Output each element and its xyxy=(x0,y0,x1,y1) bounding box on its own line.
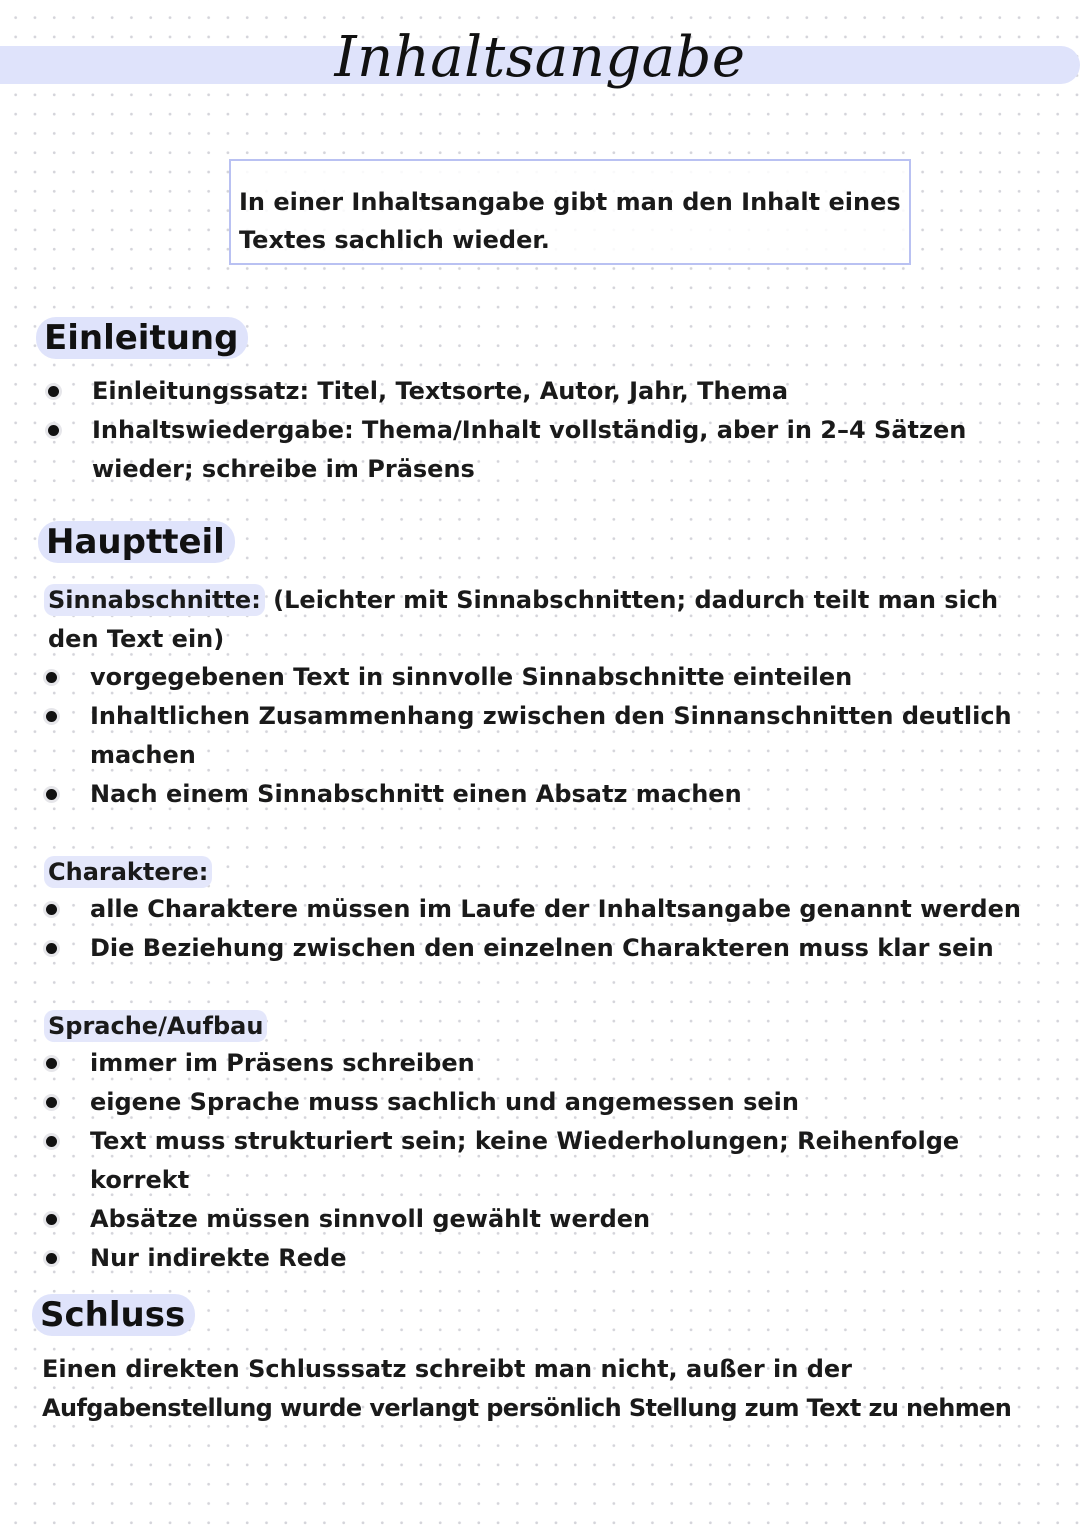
list-item: eigene Sprache muss sachlich und angemessen sein xyxy=(44,1083,959,1122)
bullet-icon xyxy=(46,1136,57,1147)
definition-line-2: Textes sachlich wieder. xyxy=(239,226,550,254)
heading-schluss: Schluss xyxy=(32,1294,195,1336)
list-item: Absätze müssen sinnvoll gewählt werden xyxy=(44,1200,959,1239)
definition-box xyxy=(229,159,911,265)
subheading-sprache-aufbau: Sprache/Aufbau xyxy=(44,1010,267,1042)
sprache-list xyxy=(44,1044,959,1278)
bullet-icon xyxy=(46,943,57,954)
list-item: Nach einem Sinnabschnitt einen Absatz machen xyxy=(44,775,1012,814)
list-item: immer im Präsens schreiben xyxy=(44,1044,959,1083)
bullet-icon xyxy=(46,1058,57,1069)
bullet-icon xyxy=(48,386,59,397)
list-item: Nur indirekte Rede xyxy=(44,1239,959,1278)
sinnabschnitte-list xyxy=(44,658,1012,814)
bullet-icon xyxy=(48,425,59,436)
bullet-icon xyxy=(46,1214,57,1225)
list-item: vorgegebenen Text in sinnvolle Sinnabschnitte einteilen xyxy=(44,658,1012,697)
list-item: Inhaltlichen Zusammenhang zwischen den Sinnanschnitten deutlich machen xyxy=(44,697,1012,775)
list-item: Text muss strukturiert sein; keine Wiederholungen; Reihenfolge korrekt xyxy=(44,1122,959,1200)
schluss-text: Einen direkten Schlusssatz schreibt man nicht, außer in der Aufgabenstellung wurde verlangt persönlich Stellung zum Text zu nehmen xyxy=(42,1355,1012,1422)
charaktere-list xyxy=(44,890,1021,968)
einleitung-list xyxy=(46,372,966,489)
list-item: Einleitungssatz: Titel, Textsorte, Autor, Jahr, Thema xyxy=(46,372,966,411)
bullet-icon xyxy=(46,904,57,915)
bullet-icon xyxy=(46,672,57,683)
subheading-charaktere: Charaktere: xyxy=(44,856,212,888)
bullet-icon xyxy=(46,1097,57,1108)
list-item: alle Charaktere müssen im Laufe der Inhaltsangabe genannt werden xyxy=(44,890,1021,929)
sinnabschnitte-intro: Sinnabschnitte: (Leichter mit Sinnabschnitten; dadurch teilt man sich den Text ein) xyxy=(44,581,998,659)
bullet-icon xyxy=(46,1253,57,1264)
subheading-sinnabschnitte: Sinnabschnitte: xyxy=(44,584,265,616)
page-title: Inhaltsangabe xyxy=(334,25,746,90)
heading-hauptteil: Hauptteil xyxy=(38,521,235,563)
list-item: Die Beziehung zwischen den einzelnen Charakteren muss klar sein xyxy=(44,929,1021,968)
list-item: Inhaltswiedergabe: Thema/Inhalt vollständig, aber in 2–4 Sätzen wieder; schreibe im Präsens xyxy=(46,411,966,489)
heading-einleitung: Einleitung xyxy=(36,317,248,359)
bullet-icon xyxy=(46,711,57,722)
bullet-icon xyxy=(46,789,57,800)
definition-line-1: In einer Inhaltsangabe gibt man den Inhalt eines xyxy=(239,188,901,216)
